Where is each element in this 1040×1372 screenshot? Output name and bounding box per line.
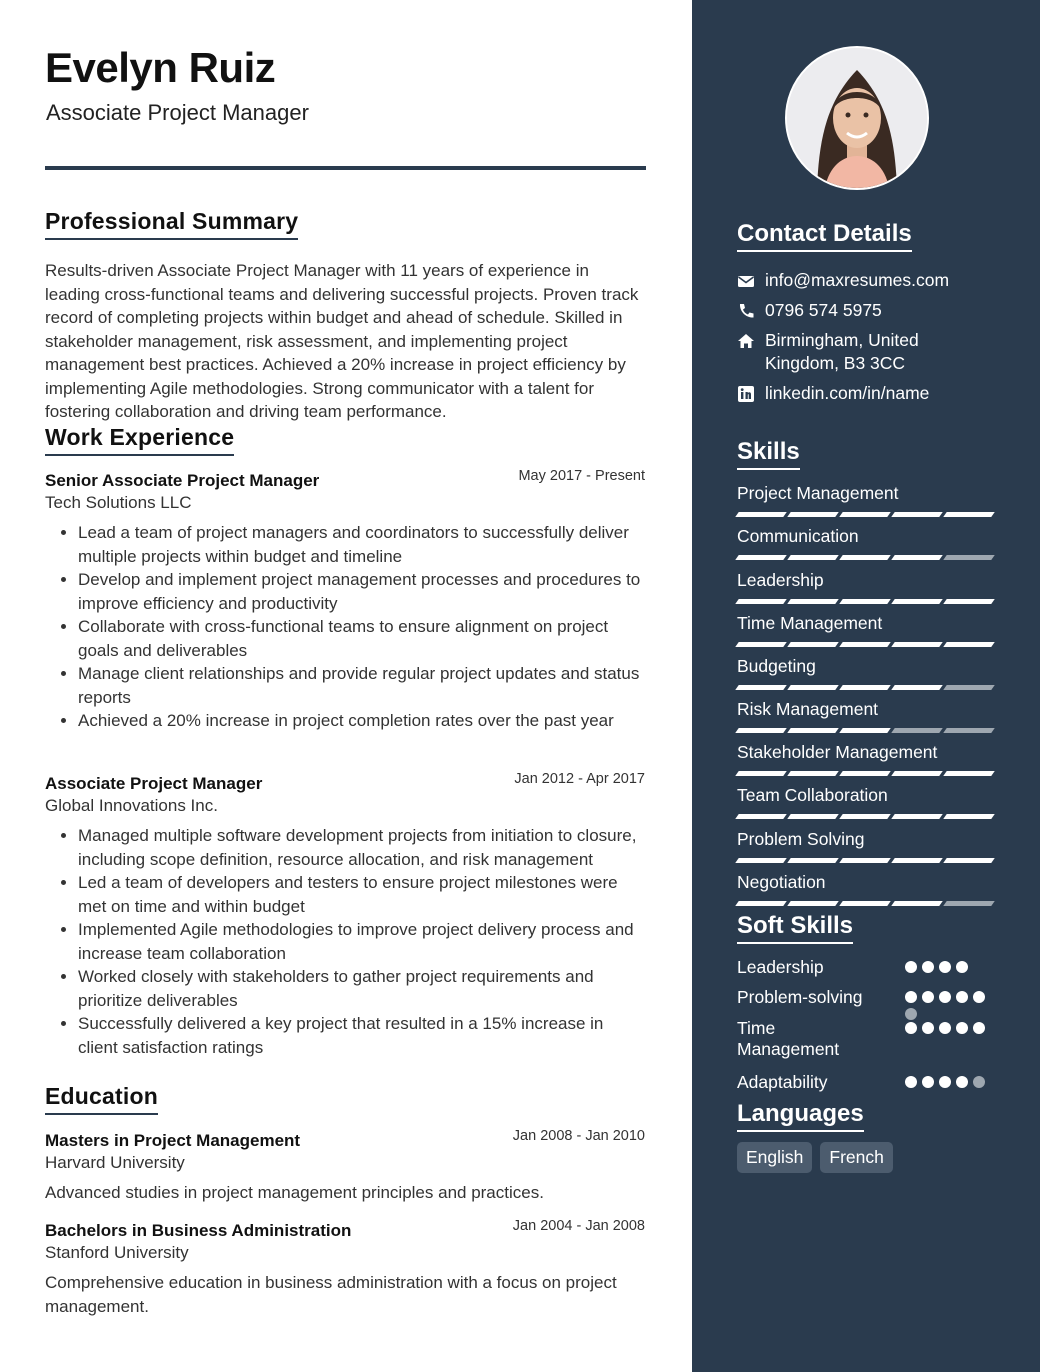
skill-level-bar (839, 771, 891, 776)
address-line: Birmingham, United (765, 330, 919, 350)
skill-level-bar (787, 642, 839, 647)
job-bullet: • Develop and implement project management processes and procedures to improve efficiency and productivity (78, 568, 645, 615)
languages-heading: Languages (737, 1100, 864, 1132)
soft-skill-item (737, 1072, 997, 1093)
education-description: Advanced studies in project management principles and practices. (45, 1183, 544, 1202)
summary-heading: Professional Summary (45, 208, 298, 240)
skill-level-bar (891, 599, 943, 604)
linkedin-text: linkedin.com/in/name (765, 383, 930, 403)
candidate-name: Evelyn Ruiz (45, 44, 276, 91)
rating-dot (905, 1076, 917, 1088)
skill-level-bar (839, 685, 891, 690)
education-date: Jan 2004 - Jan 2008 (512, 1218, 645, 1234)
language-chip: French (820, 1142, 892, 1173)
school-name: Harvard University (45, 1153, 185, 1172)
contact-address (737, 329, 997, 375)
rating-dot (922, 961, 934, 973)
skill-level-bar (735, 858, 787, 863)
education-description: Comprehensive education in business administration with a focus on project management. (45, 1273, 617, 1316)
soft-skill-name: Management (737, 1039, 840, 1059)
envelope-icon (737, 272, 755, 290)
rating-dot (905, 1022, 917, 1034)
skill-name: Time Management (737, 613, 883, 633)
soft-skill-item (737, 957, 997, 978)
skill-level-bar (943, 555, 995, 560)
job-company: Global Innovations Inc. (45, 796, 218, 815)
skill-name: Communication (737, 526, 859, 546)
skill-level-bar (787, 599, 839, 604)
languages-list (737, 1142, 893, 1173)
contact-phone[interactable] (737, 299, 997, 322)
skill-name: Risk Management (737, 699, 879, 719)
education-date: Jan 2008 - Jan 2010 (512, 1128, 645, 1144)
skill-level-bar (943, 901, 995, 906)
job-bullet: • Worked closely with stakeholders to gather project requirements and prioritize deliverables (78, 965, 645, 1012)
job-bullet: • Manage client relationships and provide regular project updates and status reports (78, 662, 645, 709)
skill-level-bar (839, 728, 891, 733)
skill-level-bar (891, 901, 943, 906)
skill-level-bar (735, 771, 787, 776)
soft-skill-item (737, 987, 997, 1008)
linkedin-icon (737, 385, 755, 403)
skill-level-meter (737, 685, 993, 690)
profile-photo (785, 46, 929, 190)
skill-level-bar (943, 599, 995, 604)
phone-icon (737, 302, 755, 320)
skill-level-bar (891, 685, 943, 690)
header-divider (45, 166, 646, 170)
skill-level-meter (737, 512, 993, 517)
soft-skill-rating (905, 961, 985, 973)
education-heading: Education (45, 1083, 158, 1115)
rating-dot (922, 1022, 934, 1034)
job-bullet: • Achieved a 20% increase in project completion rates over the past year (78, 709, 645, 733)
job-date: Jan 2012 - Apr 2017 (514, 771, 645, 787)
job-date: May 2017 - Present (518, 468, 645, 484)
contact-heading: Contact Details (737, 220, 912, 252)
rating-dot (939, 1022, 951, 1034)
skill-level-bar (891, 642, 943, 647)
rating-dot (956, 961, 968, 973)
rating-dot (939, 991, 951, 1003)
skill-level-bar (891, 814, 943, 819)
skill-level-bar (839, 858, 891, 863)
language-chip: English (737, 1142, 812, 1173)
skills-heading: Skills (737, 438, 800, 470)
skill-item (737, 526, 993, 560)
skill-level-meter (737, 599, 993, 604)
soft-skills-heading: Soft Skills (737, 912, 853, 944)
contact-linkedin[interactable] (737, 382, 997, 405)
skill-level-bar (839, 814, 891, 819)
skill-name: Stakeholder Management (737, 742, 938, 762)
skill-level-bar (735, 512, 787, 517)
skill-level-bar (787, 771, 839, 776)
job-bullet: • Managed multiple software development projects from initiation to closure, including scope definition, resource allocation, and risk management (78, 824, 645, 871)
skill-name: Leadership (737, 570, 824, 590)
skill-item (737, 742, 993, 776)
skill-item (737, 656, 993, 690)
job-title: Associate Project Manager (45, 774, 263, 793)
skill-level-bar (787, 728, 839, 733)
skill-level-bar (839, 642, 891, 647)
soft-skill-rating (905, 991, 985, 1020)
skill-name: Problem Solving (737, 829, 865, 849)
skill-level-bar (839, 512, 891, 517)
degree-title: Masters in Project Management (45, 1131, 301, 1150)
job-bullets (45, 521, 645, 733)
skill-level-bar (943, 642, 995, 647)
skill-level-bar (891, 728, 943, 733)
skill-name: Project Management (737, 483, 899, 503)
rating-dot (956, 1076, 968, 1088)
skill-level-bar (787, 685, 839, 690)
skill-level-meter (737, 858, 993, 863)
skill-level-bar (943, 858, 995, 863)
skill-item (737, 699, 993, 733)
skill-level-bar (839, 901, 891, 906)
skill-item (737, 785, 993, 819)
skill-level-bar (735, 599, 787, 604)
candidate-title: Associate Project Manager (46, 100, 309, 125)
skill-name: Budgeting (737, 656, 816, 676)
skill-level-meter (737, 555, 993, 560)
skill-level-bar (787, 555, 839, 560)
skill-level-bar (735, 685, 787, 690)
home-icon (737, 332, 755, 350)
rating-dot (905, 961, 917, 973)
skill-item (737, 570, 993, 604)
skill-level-bar (787, 901, 839, 906)
skill-item (737, 613, 993, 647)
skill-item (737, 829, 993, 863)
skill-level-meter (737, 642, 993, 647)
rating-dot (973, 1022, 985, 1034)
education-entry (45, 1128, 645, 1205)
skill-name: Team Collaboration (737, 785, 888, 805)
skill-level-bar (891, 771, 943, 776)
soft-skill-name: Problem-solving (737, 987, 863, 1007)
rating-dot (905, 991, 917, 1003)
skill-level-bar (787, 512, 839, 517)
address-line: Kingdom, B3 3CC (765, 353, 906, 373)
job-title: Senior Associate Project Manager (45, 471, 320, 490)
skill-level-bar (943, 728, 995, 733)
skill-level-bar (943, 771, 995, 776)
skill-level-bar (735, 814, 787, 819)
skill-level-meter (737, 728, 993, 733)
skill-level-bar (943, 685, 995, 690)
rating-dot (956, 1022, 968, 1034)
phone-text: 0796 574 5975 (765, 300, 882, 320)
summary-text: Results-driven Associate Project Manager with 11 years of experience in leading cross-functional teams and delivering successful projects. Proven track record of completing projects within budget and ahead of schedule. Skilled in stakeholder management, risk assessment, and implementing project management best practices. Achieved a 20% increase in project efficiency by implementing Agile methodologies. Strong communicator with a talent for fostering collaboration and driving team performance. (45, 261, 639, 421)
skill-level-bar (735, 901, 787, 906)
rating-dot (922, 991, 934, 1003)
email-text: info@maxresumes.com (765, 270, 950, 290)
rating-dot (922, 1076, 934, 1088)
rating-dot (939, 961, 951, 973)
skill-item (737, 483, 993, 517)
job-company: Tech Solutions LLC (45, 493, 192, 512)
skill-item (737, 872, 993, 906)
job-bullet: • Implemented Agile methodologies to improve project delivery process and increase team collaboration (78, 918, 645, 965)
skill-level-bar (891, 555, 943, 560)
skill-level-bar (735, 555, 787, 560)
soft-skill-rating (905, 1076, 985, 1088)
skill-level-meter (737, 771, 993, 776)
job-bullet: • Lead a team of project managers and coordinators to successfully deliver multiple projects within budget and timeline (78, 521, 645, 568)
skill-level-meter (737, 901, 993, 906)
job-entry (45, 468, 645, 733)
job-bullet: • Successfully delivered a key project that resulted in a 15% increase in client satisfaction ratings (78, 1012, 645, 1059)
skill-level-bar (891, 512, 943, 517)
sidebar (692, 0, 1040, 1372)
job-entry (45, 771, 645, 1059)
skill-level-bar (943, 814, 995, 819)
education-entry (45, 1218, 645, 1319)
rating-dot (973, 991, 985, 1003)
skill-name: Negotiation (737, 872, 826, 892)
contact-email[interactable] (737, 269, 997, 292)
soft-skill-name: Adaptability (737, 1072, 828, 1092)
skill-level-bar (735, 728, 787, 733)
job-bullet: • Collaborate with cross-functional teams to ensure alignment on project goals and deliverables (78, 615, 645, 662)
experience-heading: Work Experience (45, 424, 234, 456)
avatar-illustration (787, 48, 927, 188)
skill-level-bar (943, 512, 995, 517)
soft-skill-name: Leadership (737, 957, 824, 977)
rating-dot (939, 1076, 951, 1088)
skill-level-bar (839, 555, 891, 560)
rating-dot (956, 991, 968, 1003)
degree-title: Bachelors in Business Administration (45, 1221, 352, 1240)
soft-skill-name: Time (737, 1018, 776, 1038)
skill-level-meter (737, 814, 993, 819)
skill-level-bar (891, 858, 943, 863)
soft-skill-item (737, 1018, 997, 1060)
school-name: Stanford University (45, 1243, 189, 1262)
skill-level-bar (787, 814, 839, 819)
soft-skill-rating (905, 1022, 985, 1034)
contact-list (737, 269, 997, 405)
rating-dot (973, 1076, 985, 1088)
skill-level-bar (839, 599, 891, 604)
skill-level-bar (787, 858, 839, 863)
job-bullets (45, 824, 645, 1059)
job-bullet: • Led a team of developers and testers to ensure project milestones were met on time and within budget (78, 871, 645, 918)
skill-level-bar (735, 642, 787, 647)
